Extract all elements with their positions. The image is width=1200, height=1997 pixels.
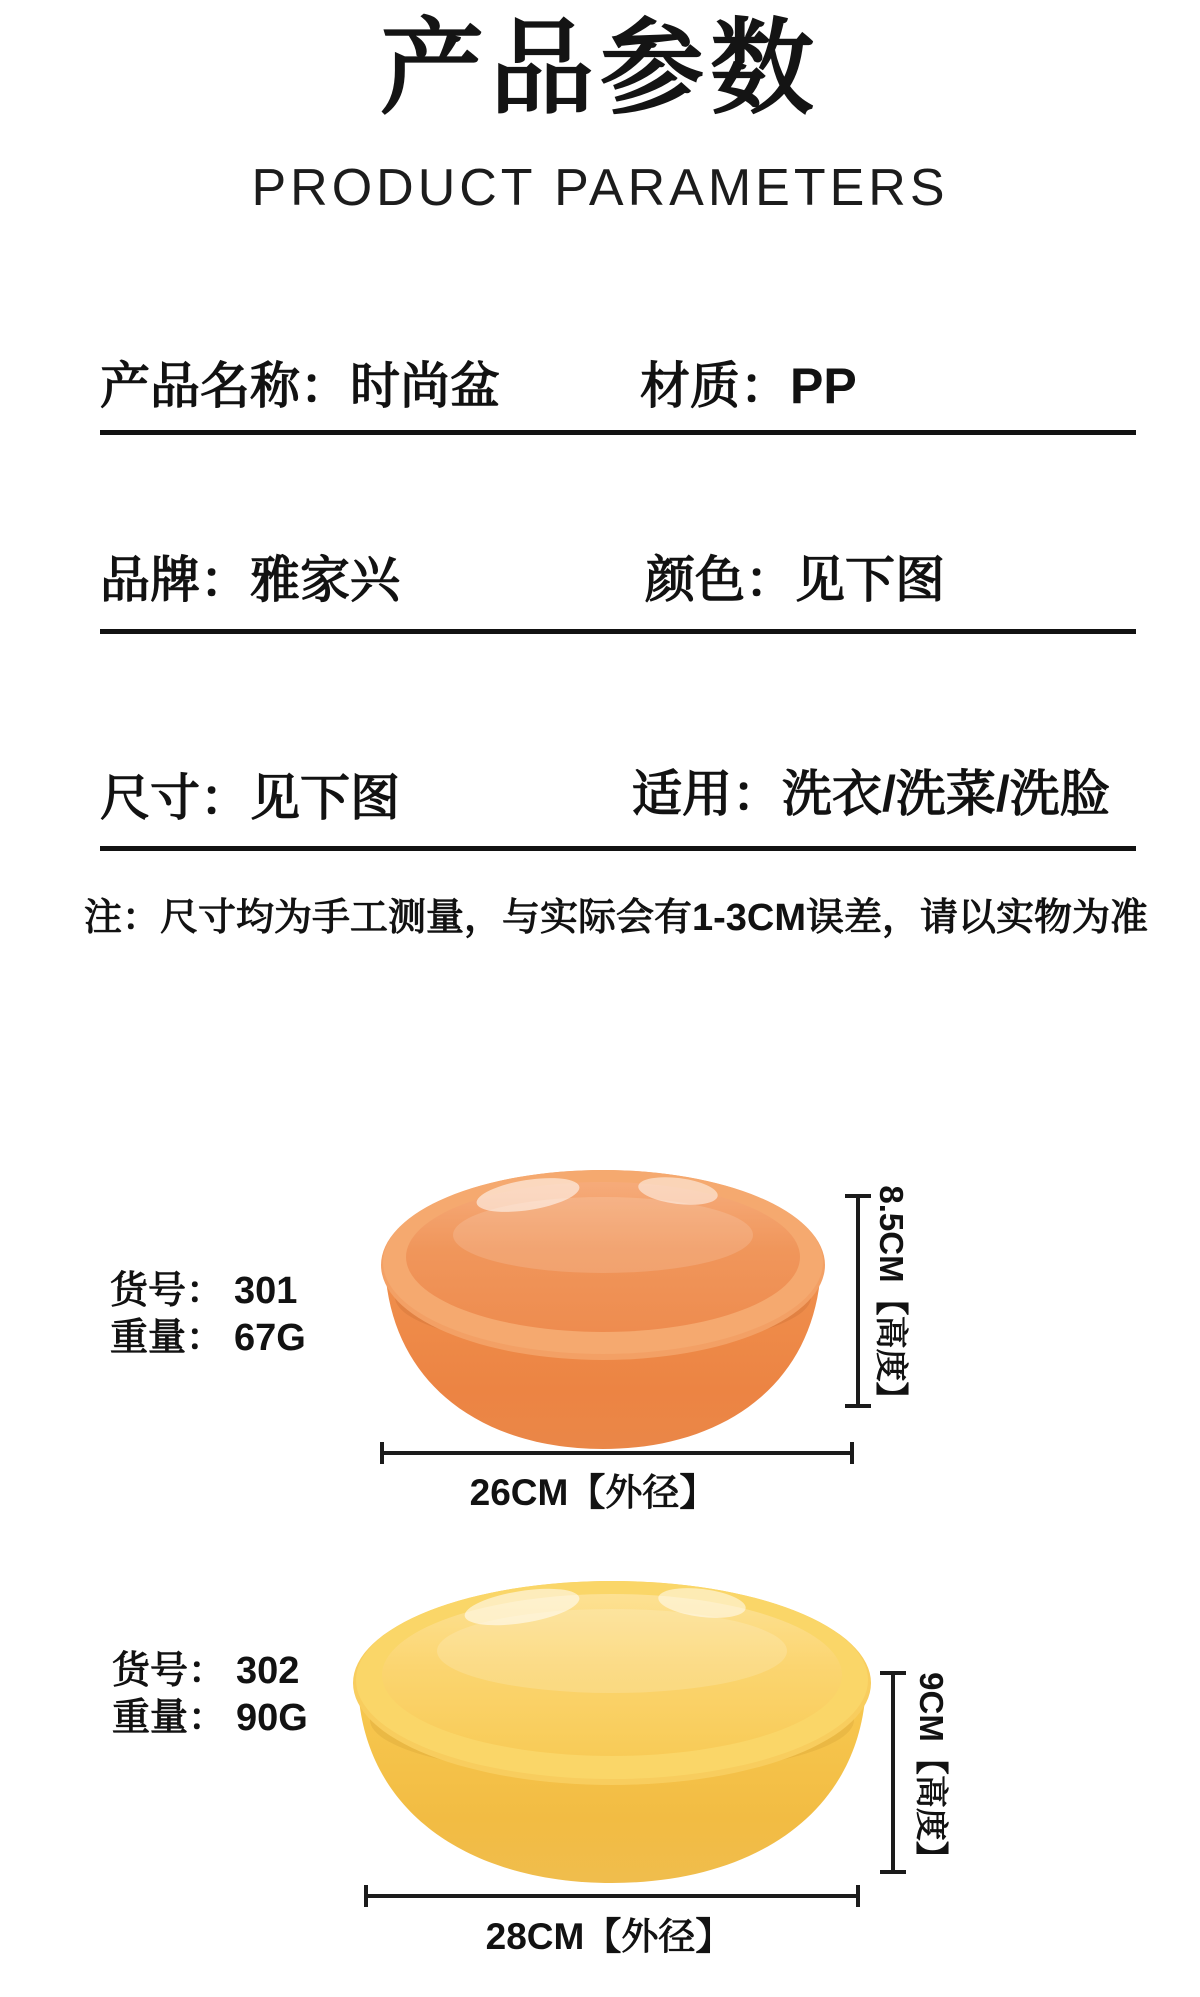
dim-tick-right [856, 1885, 860, 1907]
yellow-basin-image [350, 1575, 875, 1890]
weight-label: 重量： [112, 1697, 227, 1739]
item-no-line [110, 1268, 306, 1315]
spec-label: 材质： [640, 358, 790, 414]
spec-label: 产品名称： [100, 358, 350, 414]
item-no-line [112, 1648, 308, 1695]
product-302-info [112, 1648, 308, 1742]
spec-value: 见下图 [250, 770, 400, 826]
spec-value: 时尚盆 [350, 358, 500, 414]
diameter-dimension-label: 26CM【外径】 [469, 1472, 717, 1513]
height-dimension-label: 8.5CM【高度】 [873, 1185, 910, 1415]
page-subtitle: PRODUCT PARAMETERS [251, 159, 949, 217]
spec-size [100, 770, 400, 826]
spec-brand [100, 552, 400, 608]
weight-line [112, 1695, 308, 1742]
spec-value: PP [790, 358, 857, 414]
product-301-info [110, 1268, 306, 1362]
height-dimension-line [891, 1673, 895, 1872]
height-dimension-line [856, 1196, 860, 1406]
dim-cap-bottom [880, 1870, 906, 1874]
spec-usage [632, 766, 1110, 822]
dim-cap-bottom [845, 1404, 871, 1408]
diameter-dimension-line [382, 1451, 854, 1455]
spec-label: 尺寸： [100, 770, 250, 826]
diameter-dimension-label: 28CM【外径】 [485, 1916, 733, 1957]
item-no-label: 货号： [112, 1650, 227, 1692]
spec-label: 适用： [632, 766, 782, 822]
spec-label: 品牌： [100, 552, 250, 608]
spec-value: 洗衣/洗菜/洗脸 [782, 766, 1110, 822]
spec-color [645, 552, 945, 608]
orange-basin-image [378, 1165, 828, 1455]
spec-label: 颜色： [645, 552, 795, 608]
divider-line [100, 430, 1136, 435]
height-dimension-label: 9CM【高度】 [913, 1672, 950, 1874]
item-no-label: 货号： [110, 1270, 225, 1312]
weight-line [110, 1315, 306, 1362]
weight-label: 重量： [110, 1317, 225, 1359]
spec-material [640, 358, 857, 414]
item-no-value: 301 [234, 1270, 298, 1312]
spec-product-name [100, 358, 500, 414]
item-no-value: 302 [236, 1650, 300, 1692]
measurement-note: 注：尺寸均为手工测量，与实际会有1-3CM误差，请以实物为准 [84, 897, 1149, 939]
spec-value: 雅家兴 [250, 552, 400, 608]
spec-value: 见下图 [795, 552, 945, 608]
page-title: 产品参数 [379, 11, 820, 127]
divider-line [100, 846, 1136, 851]
divider-line [100, 629, 1136, 634]
weight-value: 90G [236, 1697, 308, 1739]
weight-value: 67G [234, 1317, 306, 1359]
dim-tick-right [850, 1442, 854, 1464]
diameter-dimension-line [366, 1894, 860, 1898]
